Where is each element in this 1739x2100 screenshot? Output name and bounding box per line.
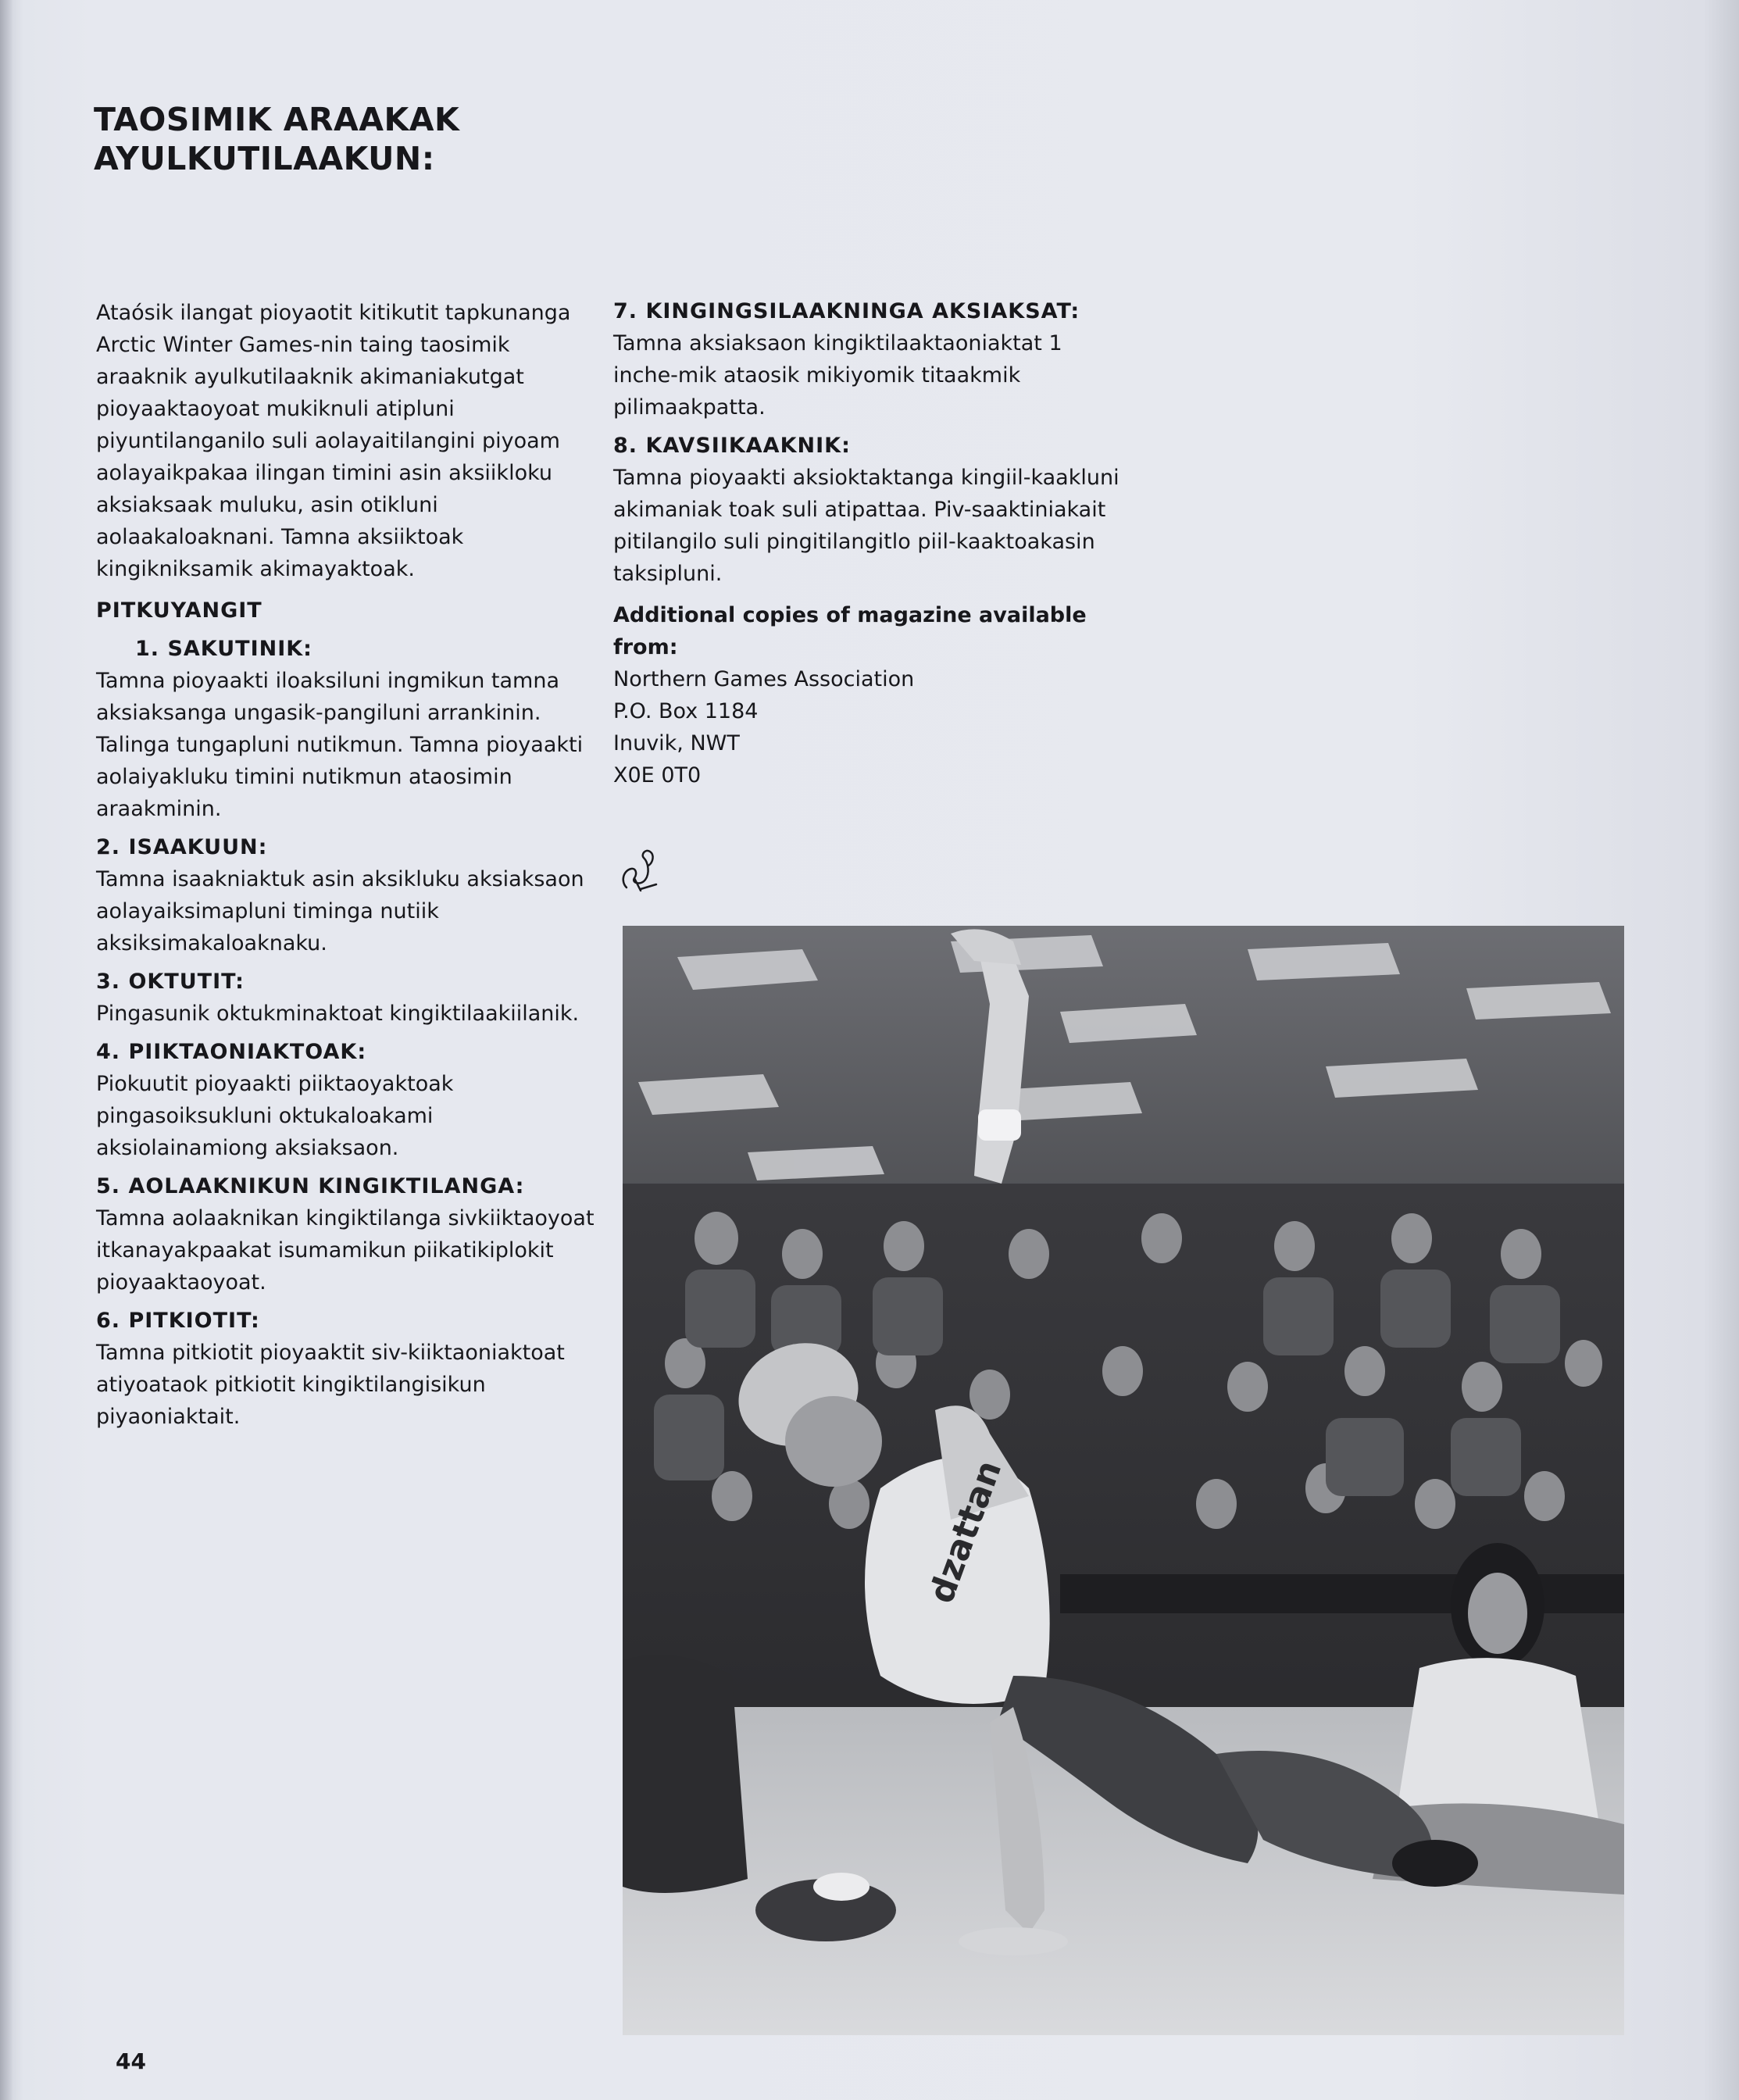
rule-heading: 6. PITKIOTIT: [96, 1309, 260, 1333]
rule-item [96, 1170, 596, 1298]
rule-heading: 2. ISAAKUUN: [96, 835, 268, 859]
rule-text: Tamna aksiaksaon kingiktilaaktaoniaktat 1 inche-mik ataosik mikiyomik titaakmik pilimaakpatta. [613, 331, 1062, 420]
rule-text: Tamna pioyaakti iloaksiluni ingmikun tamna aksiaksanga ungasik-pangiluni arrankinin. Talinga tungapluni nutikmun. Tamna pioyaakti aolaiyakluku timini nutikmun ataosimin araakminin. [96, 669, 584, 821]
credit-block [613, 599, 1121, 791]
page-title [94, 100, 797, 178]
rule-item [96, 1036, 596, 1164]
title-line-2: AYULKUTILAAKUN: [94, 140, 435, 177]
rule-item [96, 1305, 596, 1433]
rule-text: Piokuutit pioyaakti piiktaoyaktoak pingasoiksukluni oktukaloakami aksiolainamiong aksiaksaon. [96, 1072, 454, 1160]
rule-heading: 3. OKTUTIT: [96, 970, 245, 994]
athlete-photo [623, 926, 1624, 2035]
rule-item [613, 430, 1121, 590]
rule-heading: 4. PIIKTAONIAKTOAK: [96, 1040, 367, 1064]
rule-item [96, 831, 596, 959]
page-binding-edge [0, 0, 12, 2100]
address-line: X0E 0T0 [613, 763, 702, 788]
photo-illustration [623, 926, 1624, 2035]
shirt-print: dzattan [921, 1455, 1010, 1609]
rule-heading: 7. KINGINGSILAAKNINGA AKSIAKSAT: [613, 299, 1080, 323]
wristband [978, 1109, 1021, 1141]
rule-text: Tamna aolaaknikan kingiktilanga sivkiiktaoyoat itkanayakpaakat isumamikun piikatikiplokit pioyaaktaoyoat. [96, 1206, 595, 1295]
rule-heading: 1. SAKUTINIK: [135, 637, 312, 661]
rule-text: Tamna isaakniaktuk asin aksikluku aksiaksaon aolayaiksimapluni timinga nutiik aksiksimakaloaknaku. [96, 867, 584, 955]
intro-paragraph: Ataósik ilangat pioyaotit kitikutit tapkunanga Arctic Winter Games-nin taing taosimik araaknik ayulkutilaaknik akimaniakutgat pioyaaktaoyoat mukiknuli atipluni piyuntilanganilo suli aolayaitilangini piyoam aolayaikpakaa ilingan timini asin aksiikloku aksiaksaak muluku, asin otikluni aolaakaloaknani. Tamna aksiiktoak kingikniksamik akimayaktoak. [96, 301, 571, 581]
rule-text: Tamna pioyaakti aksioktaktanga kingiil-kaakluni akimaniak toak suli atipattaa. Piv-saaktiniakait pitilangilo suli pingitilangitlo piil-kaaktoakasin taksipluni. [613, 466, 1119, 586]
address-line: Northern Games Association [613, 667, 915, 691]
rule-item [613, 295, 1121, 423]
left-column [96, 297, 596, 1433]
rule-item [96, 966, 596, 1030]
rule-item [96, 633, 596, 825]
athlete-boot [1392, 1840, 1478, 1887]
credit-heading: Additional copies of magazine available from: [613, 603, 1087, 659]
rule-heading: 5. AOLAAKNIKUN KINGIKTILANGA: [96, 1174, 525, 1198]
section-heading: PITKUYANGIT [96, 598, 262, 623]
address-line: P.O. Box 1184 [613, 699, 759, 723]
rule-text: Tamna pitkiotit pioyaaktit siv-kiiktaoniaktoat atiyoataok pitkiotit kingiktilangisikun piyaoniaktait. [96, 1341, 565, 1429]
page-number: 44 [116, 2048, 146, 2074]
support-hand [959, 1927, 1068, 1955]
title-line-1: TAOSIMIK ARAAKAK [94, 101, 460, 138]
rule-text: Pingasunik oktukminaktoat kingiktilaakiilanik. [96, 1002, 580, 1026]
right-column [613, 295, 1121, 791]
rule-heading: 8. KAVSIIKAAKNIK: [613, 434, 851, 458]
credit-address [613, 663, 1121, 791]
address-line: Inuvik, NWT [613, 731, 740, 755]
athlete-face [785, 1396, 882, 1487]
artist-signature-icon [617, 842, 664, 897]
